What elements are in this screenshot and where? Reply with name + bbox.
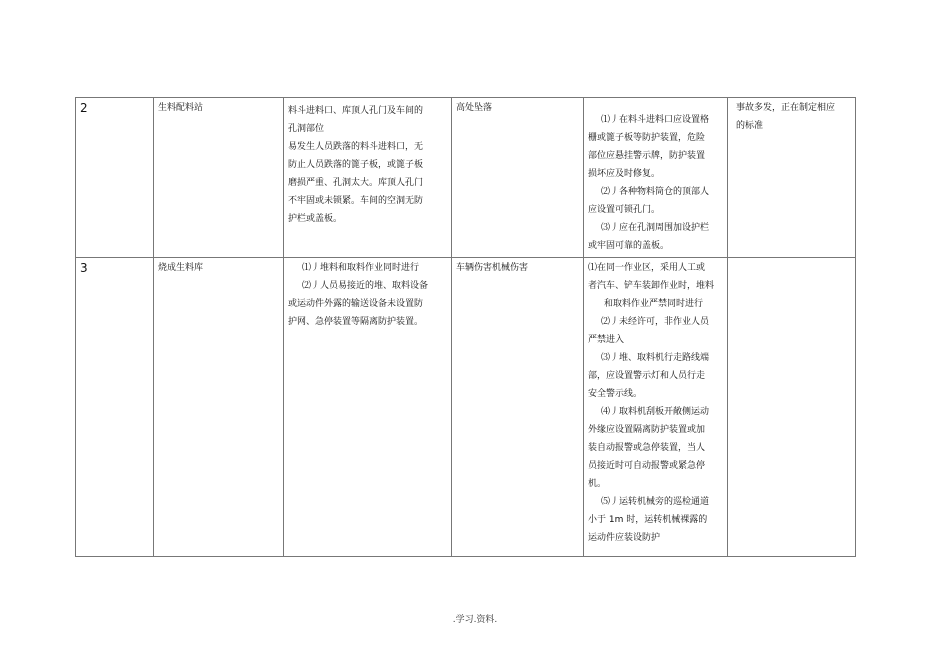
text-line: 孔洞部位	[288, 124, 325, 134]
text-line: ⑶丿堆、取料机行走路线端	[601, 353, 710, 363]
text-line: 部位应悬挂警示牌，防护装置	[588, 151, 706, 161]
text-line: ⑵丿人员易接近的堆、取料设备	[302, 281, 429, 291]
text-line: ⑵丿各种物料筒仓的顶部人	[601, 187, 710, 197]
table-row	[76, 98, 856, 258]
text-line: 料斗进料口、库顶人孔门及车间的	[288, 106, 424, 116]
text-line: 严禁进入	[588, 335, 625, 345]
text-line: 运动件应装设防护	[588, 533, 661, 543]
text-line: 事故多发，正在制定相应	[736, 103, 836, 113]
remark-cell	[728, 98, 856, 258]
text-line: 磨损严重、孔洞太大。库顶人孔门	[288, 178, 424, 188]
accident-type-cell: 高处坠落	[452, 98, 584, 258]
text-line: ⑴在同一作业区，采用人工或	[588, 263, 706, 273]
text-line: 防止人员跌落的篦子板，或篦子板	[288, 160, 424, 170]
text-line: 安全警示线。	[588, 389, 643, 399]
hazard-part-cell	[284, 258, 452, 557]
location-cell: 生料配料站	[154, 98, 284, 258]
text-line: 或运动件外露的输送设备未设置防	[288, 299, 424, 309]
text-line: 小于 1m 时，运转机械裸露的	[588, 515, 708, 525]
text-line: 损坏应及时修复。	[588, 169, 661, 179]
text-line: 易发生人员跌落的料斗进料口，无	[288, 142, 424, 152]
hazard-part-cell	[284, 98, 452, 258]
text-line: ⑵丿未经许可，非作业人员	[601, 317, 710, 327]
row-number: 3	[76, 258, 154, 557]
text-line: ⑴丿堆料和取料作业同时进行	[302, 263, 420, 273]
text-line: ⑸丿运转机械旁的巡检通道	[601, 497, 710, 507]
text-line: ⑴丿在料斗进料口应设置格	[601, 115, 710, 125]
text-line: 装自动报警或急停装置，当人	[588, 443, 706, 453]
text-line: 的标准	[736, 121, 764, 131]
remark-cell	[728, 258, 856, 557]
table-row	[76, 258, 856, 557]
measures-cell	[584, 98, 728, 258]
text-line: 部，应设置警示灯和人员行走	[588, 371, 706, 381]
accident-type-cell: 车辆伤害机械伤害	[452, 258, 584, 557]
text-line: 机。	[588, 479, 607, 489]
text-line: 者汽车、铲车装卸作业时，堆料	[588, 281, 715, 291]
measures-cell	[584, 258, 728, 557]
page-footer: .学习.资料.	[452, 615, 498, 625]
row-number: 2	[76, 98, 154, 258]
text-line: 护栏或盖板。	[288, 214, 343, 224]
location-cell: 烧成生料库	[154, 258, 284, 557]
text-line: 和取料作业严禁同时进行	[604, 299, 704, 309]
text-line: ⑶丿应在孔洞周围加设护栏	[601, 223, 710, 233]
text-line: 外缘应设置隔离防护装置或加	[588, 425, 706, 435]
text-line: 应设置可锁孔门。	[588, 205, 661, 215]
text-line: 员接近时可自动报警或紧急停	[588, 461, 706, 471]
text-line: 栅或篦子板等防护装置，危险	[588, 133, 706, 143]
text-line: 不牢固或未锁紧。车间的空洞无防	[288, 196, 424, 206]
text-line: 护网、急停装置等隔离防护装置。	[288, 317, 424, 327]
text-line: 或牢固可靠的盖板。	[588, 241, 670, 251]
text-line: ⑷丿取料机刮板开敞侧运动	[601, 407, 710, 417]
hazard-table	[75, 97, 856, 557]
